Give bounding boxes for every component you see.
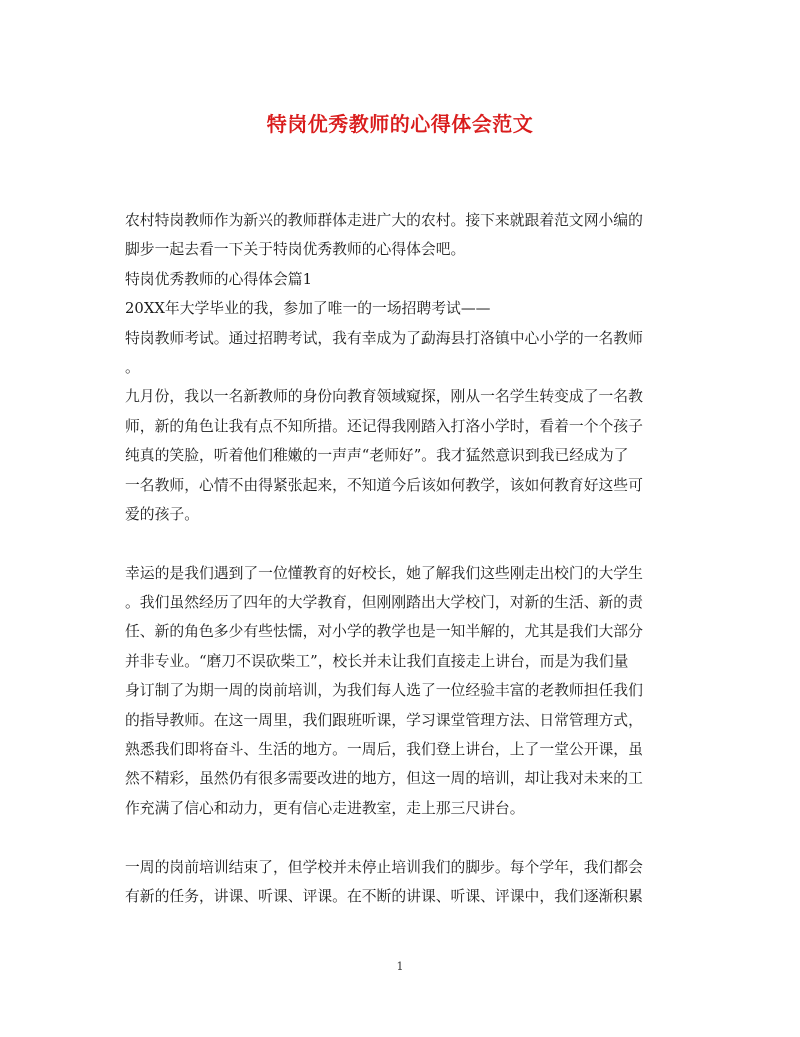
body-line: 作充满了信心和动力，更有信心走进教室，走上那三尺讲台。 — [125, 799, 525, 817]
body-line: 爱的孩子。 — [125, 505, 199, 523]
document-body — [125, 206, 681, 911]
section-heading: 特岗优秀教师的心得体会篇1 — [125, 270, 312, 288]
body-line: 身订制了为期一周的岗前培训，为我们每人选了一位经验丰富的老教师担任我们 — [125, 682, 643, 700]
body-line: 脚步一起去看一下关于特岗优秀教师的心得体会吧。 — [125, 241, 466, 259]
body-line: 纯真的笑脸，听着他们稚嫩的一声声“老师好”。我才猛然意识到我已经成为了 — [125, 447, 629, 465]
body-line: 一名教师，心情不由得紧张起来，不知道今后该如何教学，该如何教育好这些可 — [125, 476, 643, 494]
page-number: 1 — [396, 960, 404, 973]
body-line: 并非专业。“磨刀不误砍柴工”，校长并未让我们直接走上讲台，而是为我们量 — [125, 652, 629, 670]
body-line: 。 — [125, 358, 140, 376]
paragraph-gap — [125, 529, 681, 558]
document-title: 特岗优秀教师的心得体会范文 — [266, 112, 534, 136]
body-line: 农村特岗教师作为新兴的教师群体走进广大的农村。接下来就跟着范文网小编的 — [125, 212, 643, 229]
body-line: 然不精彩，虽然仍有很多需要改进的地方，但这一周的培训，却让我对未来的工 — [125, 770, 643, 788]
body-line: 幸运的是我们遇到了一位懂教育的好校长，她了解我们这些刚走出校门的大学生 — [125, 564, 643, 582]
body-line: 的指导教师。在这一周里，我们跟班听课，学习课堂管理方法、日常管理方式， — [125, 711, 643, 729]
body-line: 20XX年大学毕业的我，参加了唯一的一场招聘考试—— — [125, 300, 491, 318]
body-line: 。我们虽然经历了四年的大学教育，但刚刚踏出大学校门，对新的生活、新的责 — [125, 594, 643, 612]
body-line: 熟悉我们即将奋斗、生活的地方。一周后，我们登上讲台，上了一堂公开课，虽 — [125, 741, 643, 759]
body-line: 师，新的角色让我有点不知所措。还记得我刚踏入打洛小学时，看着一个个孩子 — [125, 417, 643, 435]
body-line: 有新的任务，讲课、听课、评课。在不断的讲课、听课、评课中，我们逐渐积累 — [125, 887, 643, 905]
body-line: 九月份，我以一名新教师的身份向教育领域窥探，刚从一名学生转变成了一名教 — [125, 388, 643, 406]
body-line: 一周的岗前培训结束了，但学校并未停止培训我们的脚步。每个学年，我们都会 — [125, 858, 643, 876]
body-line: 特岗教师考试。通过招聘考试，我有幸成为了勐海县打洛镇中心小学的一名教师 — [125, 329, 643, 347]
body-line: 任、新的角色多少有些怯懦，对小学的教学也是一知半解的，尤其是我们大部分 — [125, 623, 643, 641]
paragraph-gap — [125, 823, 681, 852]
